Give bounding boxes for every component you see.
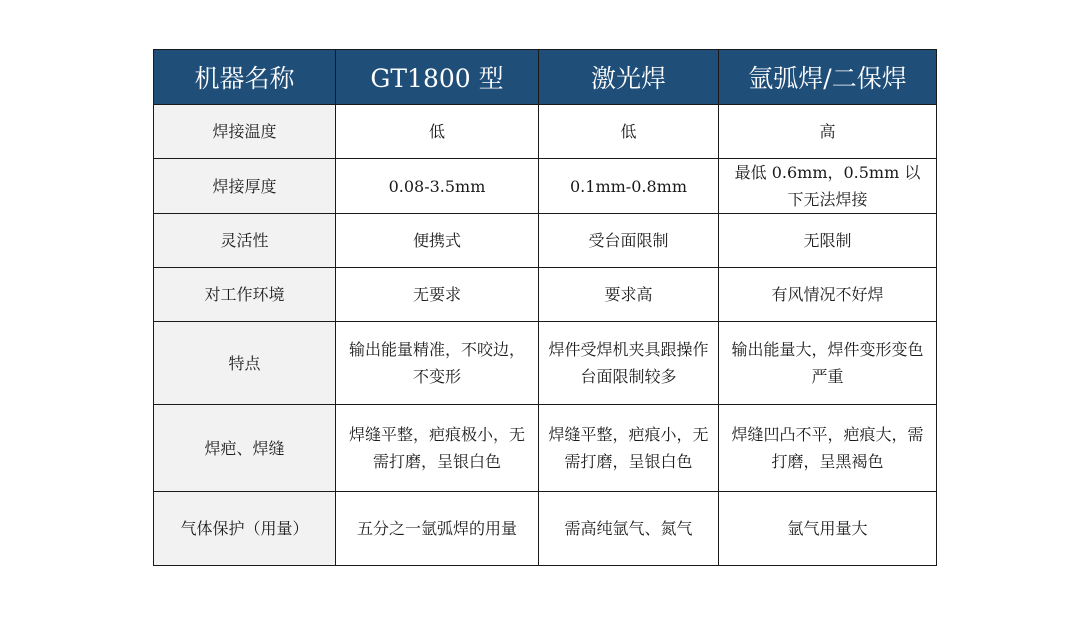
header-gt1800: GT1800 型 [336, 50, 539, 105]
cell-argon: 氩气用量大 [719, 492, 937, 566]
row-label: 灵活性 [154, 214, 336, 268]
table-row [154, 322, 937, 405]
comparison-table-wrapper [153, 49, 937, 566]
cell-laser: 焊缝平整，疤痕小，无需打磨，呈银白色 [539, 405, 719, 492]
cell-laser: 受台面限制 [539, 214, 719, 268]
cell-gt1800: 便携式 [336, 214, 539, 268]
header-row [154, 50, 937, 105]
cell-argon: 输出能量大，焊件变形变色严重 [719, 322, 937, 405]
row-label: 气体保护（用量） [154, 492, 336, 566]
table-row [154, 405, 937, 492]
table-row [154, 159, 937, 214]
welding-comparison-table [153, 49, 937, 566]
table-row [154, 492, 937, 566]
header-argon-arc-welding: 氩弧焊/二保焊 [719, 50, 937, 105]
cell-argon: 无限制 [719, 214, 937, 268]
cell-laser: 低 [539, 105, 719, 159]
row-label: 焊接厚度 [154, 159, 336, 214]
cell-argon: 最低 0.6mm，0.5mm 以下无法焊接 [719, 159, 937, 214]
row-label: 焊接温度 [154, 105, 336, 159]
table-row [154, 214, 937, 268]
cell-laser: 需高纯氩气、氮气 [539, 492, 719, 566]
table-row [154, 268, 937, 322]
row-label: 对工作环境 [154, 268, 336, 322]
cell-gt1800: 低 [336, 105, 539, 159]
row-label: 特点 [154, 322, 336, 405]
cell-argon: 有风情况不好焊 [719, 268, 937, 322]
cell-gt1800: 焊缝平整，疤痕极小，无需打磨，呈银白色 [336, 405, 539, 492]
cell-argon: 高 [719, 105, 937, 159]
cell-laser: 要求高 [539, 268, 719, 322]
header-machine-name: 机器名称 [154, 50, 336, 105]
cell-laser: 焊件受焊机夹具跟操作台面限制较多 [539, 322, 719, 405]
cell-gt1800: 输出能量精准，不咬边，不变形 [336, 322, 539, 405]
cell-laser: 0.1mm-0.8mm [539, 159, 719, 214]
cell-argon: 焊缝凹凸不平，疤痕大，需打磨，呈黑褐色 [719, 405, 937, 492]
table-row [154, 105, 937, 159]
cell-gt1800: 无要求 [336, 268, 539, 322]
header-laser-welding: 激光焊 [539, 50, 719, 105]
cell-gt1800: 0.08-3.5mm [336, 159, 539, 214]
cell-gt1800: 五分之一氩弧焊的用量 [336, 492, 539, 566]
row-label: 焊疤、焊缝 [154, 405, 336, 492]
